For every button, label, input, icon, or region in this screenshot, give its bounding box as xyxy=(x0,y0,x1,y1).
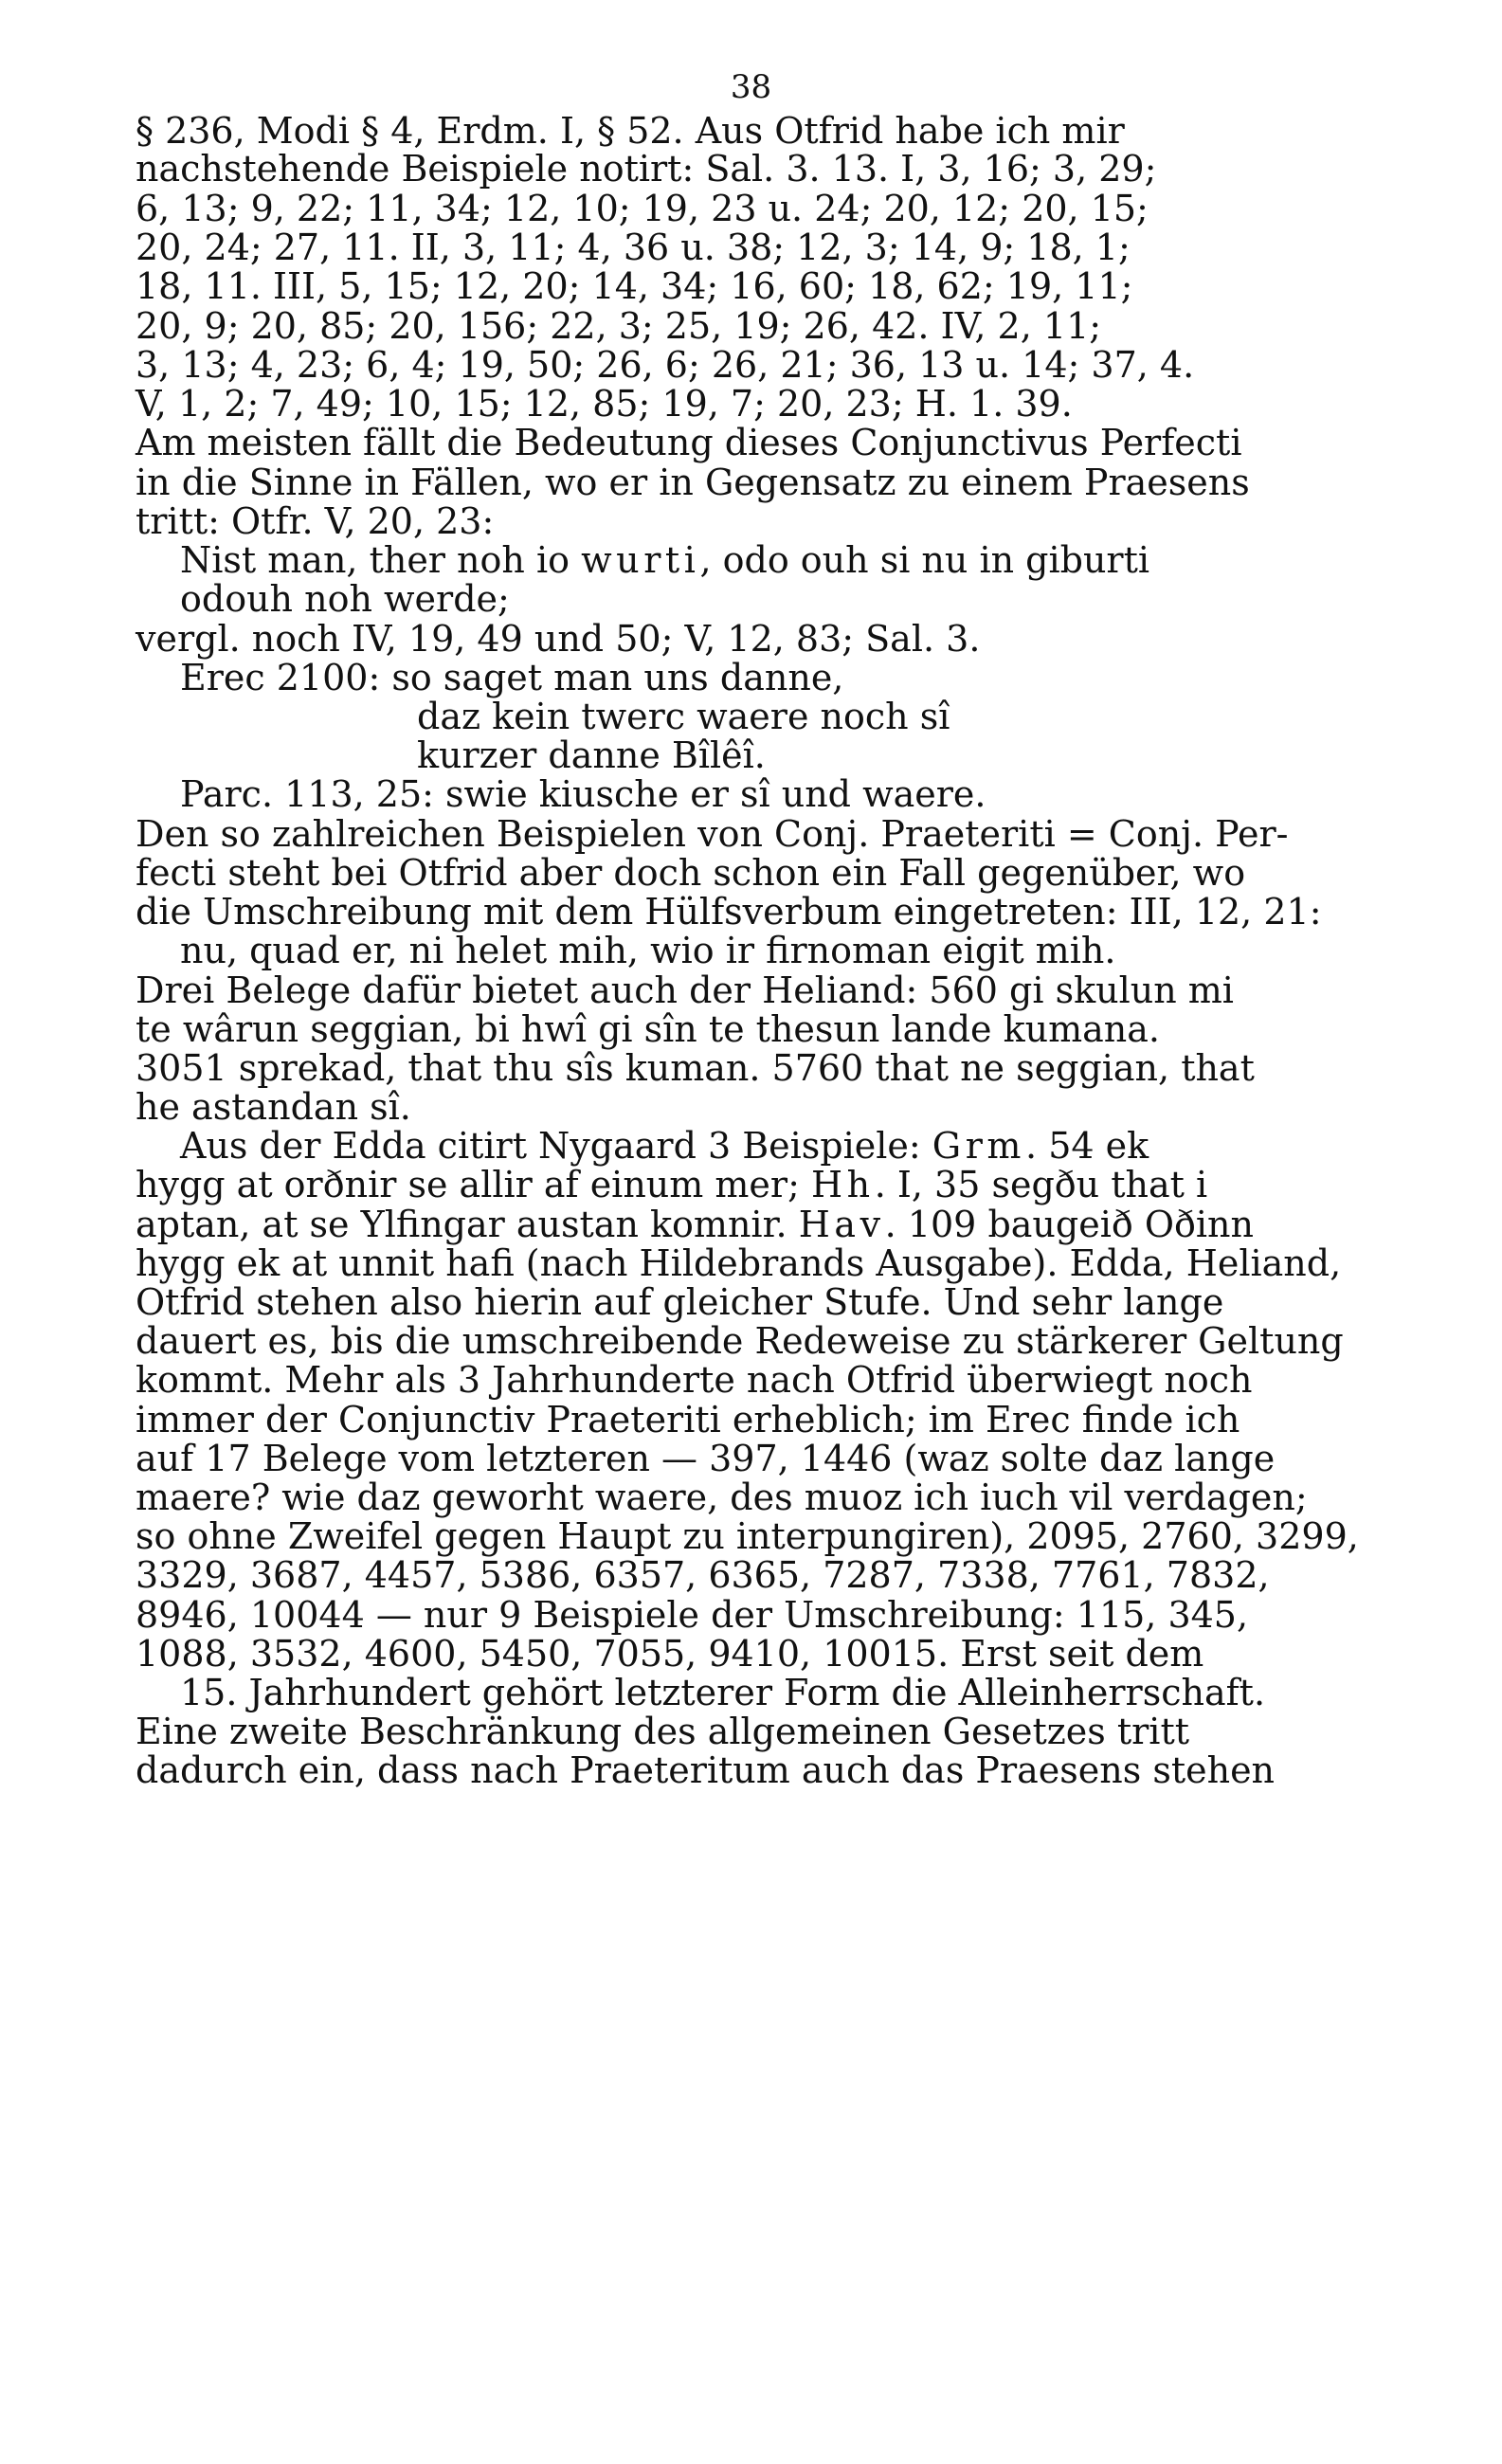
text-line: Den so zahlreichen Beispielen von Conj. Praeteriti = Conj. Per- xyxy=(136,813,1289,855)
text-segment: . 54 ek xyxy=(1025,1125,1149,1167)
text-line: die Umschreibung mit dem Hülfsverbum eingetreten: III, 12, 21: xyxy=(136,891,1322,933)
text-line: odouh noh werde; xyxy=(180,578,510,620)
text-line: so ohne Zweifel gegen Haupt zu interpungiren), 2095, 2760, 3299, xyxy=(136,1515,1359,1557)
text-line: dadurch ein, dass nach Praeteritum auch das Praesens stehen xyxy=(136,1749,1276,1791)
text-line: 3051 sprekad, that thu sîs kuman. 5760 that ne seggian, that xyxy=(136,1047,1255,1089)
text-line: hygg ek at unnit hafi (nach Hildebrands Ausgabe). Edda, Heliand, xyxy=(136,1242,1342,1284)
text-line: 8946, 10044 — nur 9 Beispiele der Umschreibung: 115, 345, xyxy=(136,1594,1249,1636)
text-line: Am meisten fällt die Bedeutung dieses Conjunctivus Perfecti xyxy=(136,422,1242,463)
text-line: 6, 13; 9, 22; 11, 34; 12, 10; 19, 23 u. 24; 20, 12; 20, 15; xyxy=(136,188,1149,229)
text-line: he astandan sî. xyxy=(136,1086,411,1128)
page-number: 38 xyxy=(730,68,772,106)
text-line: Otfrid stehen also hierin auf gleicher Stufe. Und sehr lange xyxy=(136,1281,1224,1323)
text-line: maere? wie daz geworht waere, des muoz ich iuch vil verdagen; xyxy=(136,1477,1308,1518)
text-line: Drei Belege dafür bietet auch der Heliand: 560 gi skulun mi xyxy=(136,969,1234,1011)
text-line: nachstehende Beispiele notirt: Sal. 3. 13. I, 3, 16; 3, 29; xyxy=(136,148,1157,190)
text-line: V, 1, 2; 7, 49; 10, 15; 12, 85; 19, 7; 20, 23; H. 1. 39. xyxy=(136,383,1073,425)
text-line: dauert es, bis die umschreibende Redeweise zu stärkerer Geltung xyxy=(136,1320,1344,1362)
text-line: 3329, 3687, 4457, 5386, 6357, 6365, 7287, 7338, 7761, 7832, xyxy=(136,1554,1270,1596)
text-line: 15. Jahrhundert gehört letzterer Form die Alleinherrschaft. xyxy=(180,1672,1266,1713)
spaced-text: wurti xyxy=(581,539,700,581)
spaced-text: Hav xyxy=(798,1204,885,1245)
text-line: 3, 13; 4, 23; 6, 4; 19, 50; 26, 6; 26, 21; 36, 13 u. 14; 37, 4. xyxy=(136,344,1195,386)
text-line: Parc. 113, 25: swie kiusche er sî und waere. xyxy=(180,773,986,815)
text-segment: . 109 baugeið Oðinn xyxy=(884,1204,1254,1245)
text-line: Erec 2100: so saget man uns danne, xyxy=(180,657,844,698)
text-line: vergl. noch IV, 19, 49 und 50; V, 12, 83; Sal. 3. xyxy=(136,618,981,660)
text-segment: aptan, at se Ylfingar austan komnir. xyxy=(136,1204,799,1245)
text-line: auf 17 Belege vom letzteren — 397, 1446 (waz solte daz lange xyxy=(136,1438,1276,1479)
text-segment: hygg at orðnir se allir af einum mer; xyxy=(136,1164,811,1205)
text-segment: . I, 35 segðu that i xyxy=(874,1164,1208,1205)
text-line: 18, 11. III, 5, 15; 12, 20; 14, 34; 16, 60; 18, 62; 19, 11; xyxy=(136,265,1133,307)
text-line: immer der Conjunctiv Praeteriti erheblich; im Erec finde ich xyxy=(136,1399,1240,1440)
text-line: te wârun seggian, bi hwî gi sîn te thesun lande kumana. xyxy=(136,1008,1161,1050)
text-line: nu, quad er, ni helet mih, wio ir firnoman eigit mih. xyxy=(180,930,1116,971)
text-line: 20, 9; 20, 85; 20, 156; 22, 3; 25, 19; 26, 42. IV, 2, 11; xyxy=(136,305,1102,347)
text-line: fecti steht bei Otfrid aber doch schon ein Fall gegenüber, wo xyxy=(136,852,1246,894)
spaced-text: Hh xyxy=(810,1164,875,1205)
text-line: Eine zweite Beschränkung des allgemeinen Gesetzes tritt xyxy=(136,1711,1189,1752)
text-segment: , odo ouh si nu in giburti xyxy=(699,539,1150,581)
text-line: kurzer danne Bîlêî. xyxy=(417,734,766,776)
text-line: daz kein twerc waere noch sî xyxy=(417,696,950,737)
text-line: 1088, 3532, 4600, 5450, 7055, 9410, 10015. Erst seit dem xyxy=(136,1633,1204,1675)
text-line: § 236, Modi § 4, Erdm. I, § 52. Aus Otfrid habe ich mir xyxy=(136,110,1125,152)
text-segment: Nist man, ther noh io xyxy=(180,539,582,581)
text-line: tritt: Otfr. V, 20, 23: xyxy=(136,500,495,542)
text-line: 20, 24; 27, 11. II, 3, 11; 4, 36 u. 38; 12, 3; 14, 9; 18, 1; xyxy=(136,226,1131,268)
text-segment: Aus der Edda citirt Nygaard 3 Beispiele: xyxy=(180,1125,932,1167)
text-line: kommt. Mehr als 3 Jahrhunderte nach Otfrid überwiegt noch xyxy=(136,1359,1253,1401)
spaced-text: Grm xyxy=(932,1125,1026,1167)
text-line: in die Sinne in Fällen, wo er in Gegensatz zu einem Praesens xyxy=(136,462,1250,503)
